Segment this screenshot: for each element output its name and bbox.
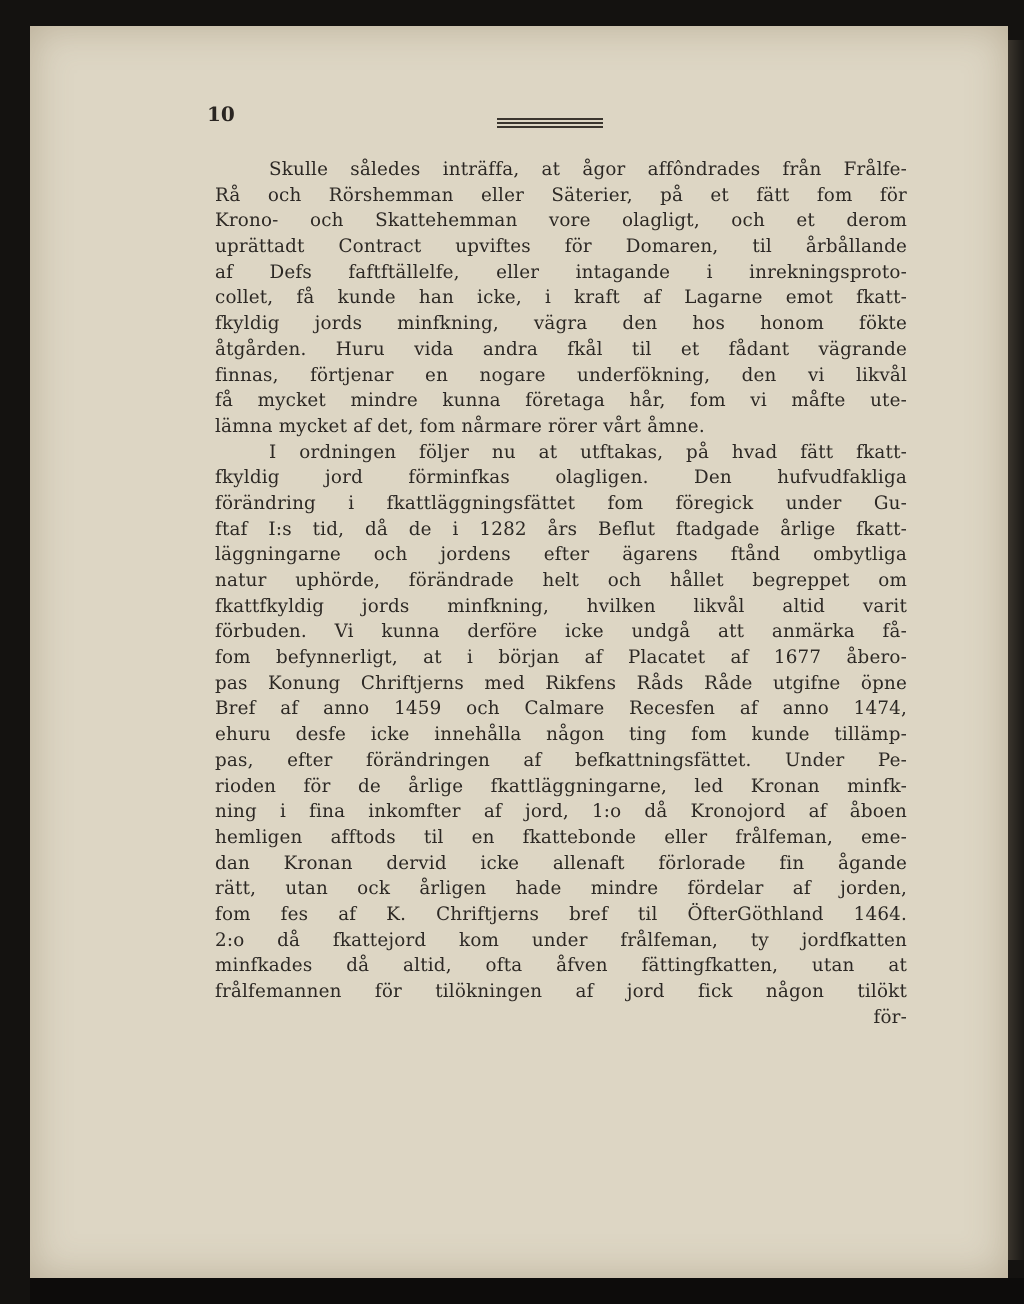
text-line: minfkades då altid, ofta åfven fättingfkatten, utan at bbox=[215, 955, 907, 977]
text-line: ning i fina inkomfter af jord, 1:o då Kronojord af åboen bbox=[215, 801, 907, 823]
text-line: finnas, förtjenar en nogare underfökning, den vi likvål bbox=[215, 364, 907, 386]
text-line: hemligen afftods til en fkattebonde eller frålfeman, eme- bbox=[215, 826, 907, 848]
text-line: fom fes af K. Chriftjerns bref til ÖfterGöthland 1464. bbox=[215, 903, 907, 925]
text-line: rioden för de årlige fkattläggningarne, led Kronan minfk- bbox=[215, 775, 907, 797]
book-edge-bottom bbox=[30, 1278, 1024, 1304]
text-line: läggningarne och jordens efter ägarens ftånd ombytliga bbox=[215, 544, 907, 566]
text-line: I ordningen följer nu at utftakas, på hvad fätt fkatt- bbox=[269, 441, 907, 463]
text-line: af Defs faftftällelfe, eller intagande i inrekningsproto- bbox=[215, 261, 907, 283]
page-header bbox=[207, 102, 907, 142]
text-line: ftaf I:s tid, då de i 1282 års Beflut ftadgade årlige fkatt- bbox=[215, 518, 907, 540]
text-line: rätt, utan ock årligen hade mindre fördelar af jorden, bbox=[215, 878, 907, 900]
text-line: Skulle således inträffa, at ågor affôndrades från Frålfe- bbox=[269, 159, 907, 180]
text-line: dan Kronan dervid icke allenaft förlorade fin ågande bbox=[215, 852, 907, 874]
text-line: få mycket mindre kunna företaga hår, fom vi måfte ute- bbox=[215, 390, 907, 412]
text-line: Bref af anno 1459 och Calmare Recesfen af anno 1474, bbox=[215, 698, 907, 720]
header-ornament-rule bbox=[497, 118, 603, 128]
text-line: 2:o då fkattejord kom under frålfeman, ty jordfkatten bbox=[215, 929, 907, 951]
text-line: frålfemannen för tilökningen af jord fick någon tilökt bbox=[215, 981, 907, 1002]
text-line: Rå och Rörshemman eller Säterier, på et fätt fom för bbox=[215, 184, 907, 206]
text-line: collet, få kunde han icke, i kraft af Lagarne emot fkatt- bbox=[215, 287, 907, 309]
text-line: förändring i fkattläggningsfättet fom föregick under Gu- bbox=[215, 492, 907, 514]
text-line: ehuru desfe icke innehålla någon ting fom kunde tillämp- bbox=[215, 724, 907, 746]
text-line: fkyldig jord förminfkas olagligen. Den hufvudfakliga bbox=[215, 467, 907, 489]
text-line: uprättadt Contract upviftes för Domaren, til årbållande bbox=[215, 236, 907, 258]
text-line: fkyldig jords minfkning, vägra den hos honom fökte bbox=[215, 313, 907, 335]
text-line: för- bbox=[873, 1006, 907, 1028]
text-line: fom befynnerligt, at i början af Placatet af 1677 åbero- bbox=[215, 647, 907, 669]
text-line: förbuden. Vi kunna derföre icke undgå att anmärka få- bbox=[215, 621, 907, 643]
page-number: 10 bbox=[207, 102, 235, 126]
text-line: Krono- och Skattehemman vore olagligt, och et derom bbox=[215, 210, 907, 232]
body-text bbox=[215, 157, 907, 1030]
book-edge-right bbox=[1008, 40, 1024, 1260]
text-line: pas, efter förändringen af befkattningsfättet. Under Pe- bbox=[215, 749, 907, 771]
text-line: lämna mycket af det, fom nårmare rörer vårt åmne. bbox=[215, 415, 705, 437]
text-line: pas Konung Chriftjerns med Rikfens Råds Råde utgifne öpne bbox=[215, 672, 907, 694]
text-line: åtgården. Huru vida andra fkål til et fådant vägrande bbox=[215, 338, 907, 360]
text-line: fkattfkyldig jords minfkning, hvilken likvål altid varit bbox=[215, 595, 907, 617]
text-line: natur uphörde, förändrade helt och hållet begreppet om bbox=[215, 570, 907, 591]
